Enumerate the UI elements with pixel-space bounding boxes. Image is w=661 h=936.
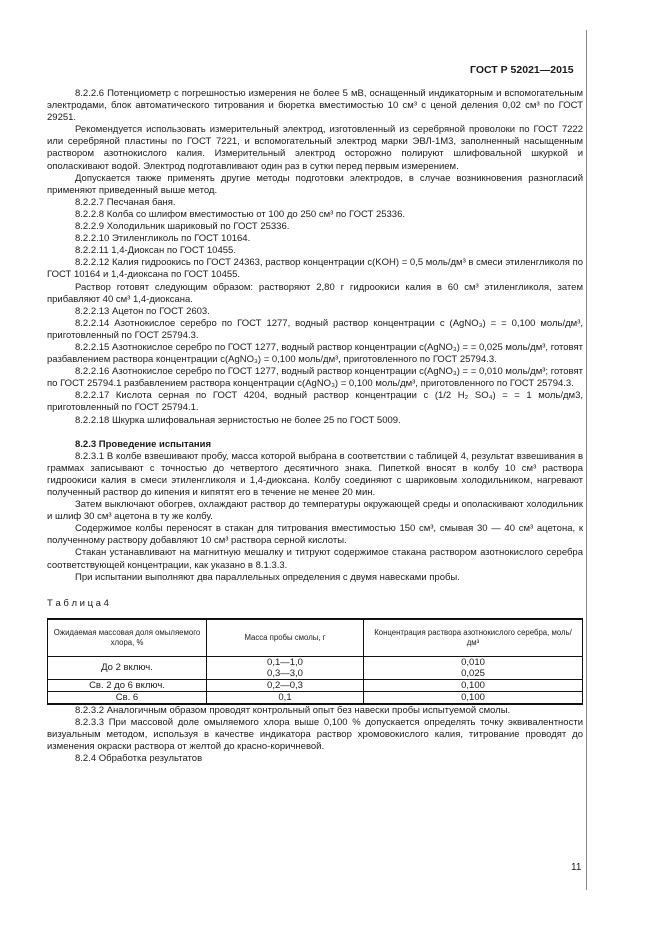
paragraph: Затем выключают обогрев, охлаждают раствор до температуры окружающей среды и ополаскивают холодильник и шлиф 30 см³ ацетона в ту же колбу. [47,499,583,523]
table-row [48,656,583,668]
paragraph: Стакан устанавливают на магнитную мешалку и титруют содержимое стакана раствором азотнокислого серебра соответствующей концентрации, как указано в 8.1.3.3. [47,547,583,571]
paragraph: Содержимое колбы переносят в стакан для титрования вместимостью 150 см³, смывая 30 — 40 см³ ацетона, к полученному раствору добавляют 10 см³ раствора серной кислоты. [47,523,583,547]
page-right-rule [586,30,587,890]
document-body [47,88,583,765]
table-cell: 0,3—3,0 [207,668,364,680]
paragraph: Допускается также применять другие методы подготовки электродов, в случае возникновения разногласий применяют приведенный выше метод. [47,172,583,196]
table-cell: До 2 включ. [48,656,207,679]
column-header: Масса пробы смолы, г [207,619,364,657]
paragraph: 8.2.2.8 Колба со шлифом вместимостью от 100 до 250 см³ по ГОСТ 25336. [75,208,406,220]
table-cell: 0,010 [364,656,583,668]
table-cell: 0,100 [364,691,583,704]
section-heading: 8.2.3 Проведение испытания [75,438,212,450]
paragraph: 8.2.2.18 Шкурка шлифовальная зернистостью не более 25 по ГОСТ 5009. [75,414,401,426]
table-cell: 0,1 [207,691,364,704]
table-cell: Св. 6 [48,691,207,704]
paragraph: 8.2.2.17 Кислота серная по ГОСТ 4204, водный раствор концентрации c (1/2 H₂ SO₄) = = 1 моль/дм3, приготовленный по ГОСТ 25794.1. [47,390,583,414]
column-header: Ожидаемая массовая доля омыляемого хлора, % [48,619,207,657]
paragraph: 8.2.2.6 Потенциометр с погрешностью измерения не более 5 мВ, оснащенный индикаторным и вспомогательным электродами, блок автоматического титрования и бюретка вместимостью 10 см³ с ценой деления 0,02 см³ по ГОСТ 29251. [47,88,583,124]
paragraph: 8.2.2.16 Азотнокислое серебро по ГОСТ 1277, водный раствор концентрации c(AgNO₃) = = 0,010 моль/дм³; готовят по ГОСТ 25794.1 разбавлением раствора концентрации c(AgNO₃) = 0,100 моль/дм³, приготовленного по ГОСТ 25794.3. [47,366,583,390]
paragraph: 8.2.3.1 В колбе взвешивают пробу, масса которой выбрана в соответствии с таблицей 4, результат взвешивания в граммах записывают с точностью до четвертого десятичного знака. Пипеткой вносят в колбу 10 см³ раствора гидроокиси калия в смеси этиленгликоля и 1,4-диоксана. Колбу соединяют с шариковым холодильником, нагревают полученный раствор до кипения и кипятят его в течение не менее 20 мин. [47,450,583,498]
table-row [48,679,583,691]
table-cell: 0,2—0,3 [207,679,364,691]
paragraph: 8.2.2.10 Этиленгликоль по ГОСТ 10164. [75,233,251,245]
table-row [48,691,583,704]
paragraph: 8.2.4 Обработка результатов [75,753,203,765]
paragraph: 8.2.2.7 Песчаная баня. [75,196,176,208]
paragraph: Раствор готовят следующим образом: растворяют 2,80 г гидроокиси калия в 60 см³ этиленгликоля, затем прибавляют 40 см³ 1,4-диоксана. [47,281,583,305]
paragraph: 8.2.2.14 Азотнокислое серебро по ГОСТ 1277, водный раствор концентрации c (AgNO₃) = = 0,100 моль/дм³, приготовленный по ГОСТ 25794.3. [47,317,583,341]
table-cell: 0,1—1,0 [207,656,364,668]
paragraph: 8.2.3.3 При массовой доле омыляемого хлора выше 0,100 % допускается определять точку эквивалентности визуальным методом, используя в качестве индикатора раствор хромовокислого калия, титрование проводят до изменения окраски раствора от желтой до красно-коричневой. [47,716,583,753]
paragraph: 8.2.2.13 Ацетон по ГОСТ 2603. [75,305,210,317]
paragraph: 8.2.2.12 Калия гидроокись по ГОСТ 24363, раствор концентрации c(KOH) = 0,5 моль/дм³ в смеси этиленгликоля по ГОСТ 10164 и 1,4-диоксана по ГОСТ 10455. [47,257,583,281]
column-header: Концентрация раствора азотнокислого серебра, моль/дм³ [364,619,583,657]
table-cell: Св. 2 до 6 включ. [48,679,207,691]
document-header: ГОСТ Р 52021—2015 [470,64,574,76]
paragraph: При испытании выполняют два параллельных определения с двумя навесками пробы. [75,571,460,583]
paragraph: Рекомендуется использовать измерительный электрод, изготовленный из серебряной проволоки по ГОСТ 7222 или серебряной пластины по ГОСТ 7221, и вспомогательный электрод марки ЭВЛ-1М3, заполненный насыщенным раствором азотнокислого калия. Измерительный электрод осторожно полируют шлифовальной шкуркой и ополаскивают водой. Электрод подготавливают один раз в сутки перед первым измерением. [47,124,583,172]
table-header-row [48,619,583,657]
page-number: 11 [571,862,582,873]
table-cell: 0,100 [364,679,583,691]
table-4 [47,618,583,705]
paragraph: 8.2.2.15 Азотнокислое серебро по ГОСТ 1277, водный раствор концентрации c(AgNO₃) = = 0,025 моль/дм³, готовят разбавлением раствора концентрации c(AgNO₃) = 0,100 моль/дм³, приготовленного по ГОСТ 25794.3. [47,341,583,366]
paragraph: 8.2.3.2 Аналогичным образом проводят контрольный опыт без навески пробы испытуемой смолы. [75,704,511,716]
table-caption: Т а б л и ц а 4 [47,597,109,609]
paragraph: 8.2.2.9 Холодильник шариковый по ГОСТ 25336. [75,221,290,233]
table-cell: 0,025 [364,668,583,680]
paragraph: 8.2.2.11 1,4-Диоксан по ГОСТ 10455. [75,245,236,257]
